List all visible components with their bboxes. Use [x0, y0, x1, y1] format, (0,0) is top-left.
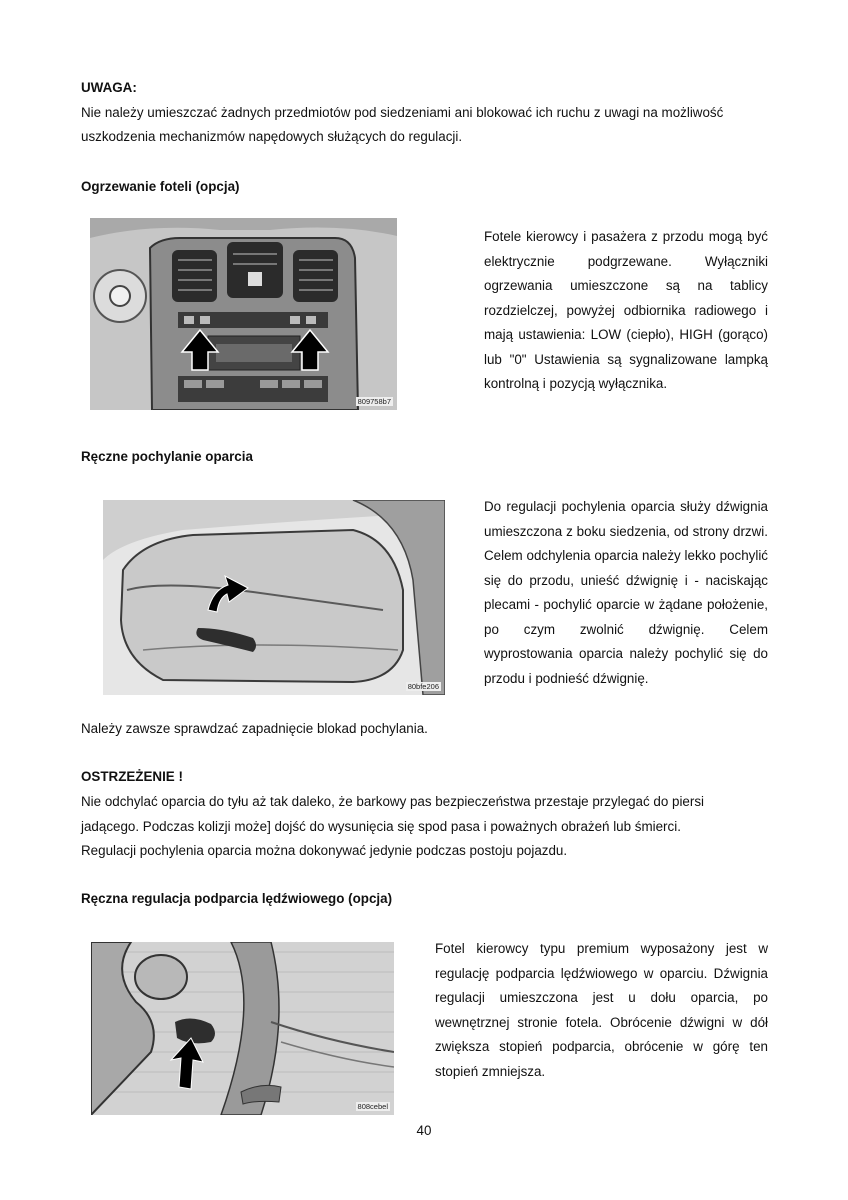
recline-after-text: Należy zawsze sprawdzać zapadnięcie blokad pochylania. [81, 721, 428, 736]
warning-line-2: jadącego. Podczas kolizji może] dojść do wysunięcia się spod pasa i poważnych obrażeń lub śmierci. [81, 819, 681, 834]
lumbar-heading: Ręczna regulacja podparcia lędźwiowego (opcja) [81, 891, 393, 906]
seat-heating-heading: Ogrzewanie foteli (opcja) [81, 179, 240, 194]
dashboard-illustration [90, 218, 397, 410]
seat-side-illustration [103, 500, 445, 695]
lumbar-lever-figure [91, 942, 394, 1115]
note-line-2: uszkodzenia mechanizmów napędowych służących do regulacji. [81, 129, 463, 144]
note-title: UWAGA: [81, 80, 137, 95]
figure-code: 809758b7 [357, 397, 391, 406]
heated-seat-switches-figure [90, 218, 397, 410]
seat-heating-text: Fotele kierowcy i pasażera z przodu mogą być elektrycznie podgrzewane. Wyłączniki ogrzewania umieszczone są na tablicy rozdzielczej, powyżej odbiornika radiowego i mają ustawienia: LOW (ciepło), HIGH (gorąco) lub "0" Ustawienia są sygnalizowane lampką kontrolną i pozycją wyłącznika. [484, 229, 768, 391]
recline-heading: Ręczne pochylanie oparcia [81, 449, 253, 464]
recline-lever-figure [103, 500, 445, 695]
page-number: 40 [416, 1123, 432, 1138]
note-line-1: Nie należy umieszczać żadnych przedmiotów pod siedzeniami ani blokować ich ruchu z uwagi na możliwość [81, 105, 724, 120]
lumbar-text: Fotel kierowcy typu premium wyposażony jest w regulację podparcia lędźwiowego w oparciu. Dźwignia regulacji umieszczona jest u dołu oparcia, po wewnętrznej stronie fotela. Obrócenie dźwigni w dół zwiększa stopień podparcia, obrócenie w górę ten stopień zmniejsza. [435, 941, 768, 1079]
figure-code: 80bfe206 [407, 682, 439, 691]
warning-title: OSTRZEŻENIE ! [81, 769, 183, 784]
recline-text: Do regulacji pochylenia oparcia służy dźwignia umieszczona z boku siedzenia, od strony drzwi. Celem odchylenia oparcia należy lekko pochylić się do przodu, unieść dźwignię i - naciskając plecami - pochylić oparcie w żądane położenie, po czym zwolnić dźwignię. Celem wyprostowania oparcia należy pochylić się do przodu i podnieść dźwignię. [484, 499, 768, 686]
warning-line-3: Regulacji pochylenia oparcia można dokonywać jedynie podczas postoju pojazdu. [81, 843, 568, 858]
lumbar-illustration [91, 942, 394, 1115]
warning-line-1: Nie odchylać oparcia do tyłu aż tak daleko, że barkowy pas bezpieczeństwa przestaje przylegać do piersi [81, 794, 704, 809]
figure-code: 808cebel [357, 1102, 388, 1111]
